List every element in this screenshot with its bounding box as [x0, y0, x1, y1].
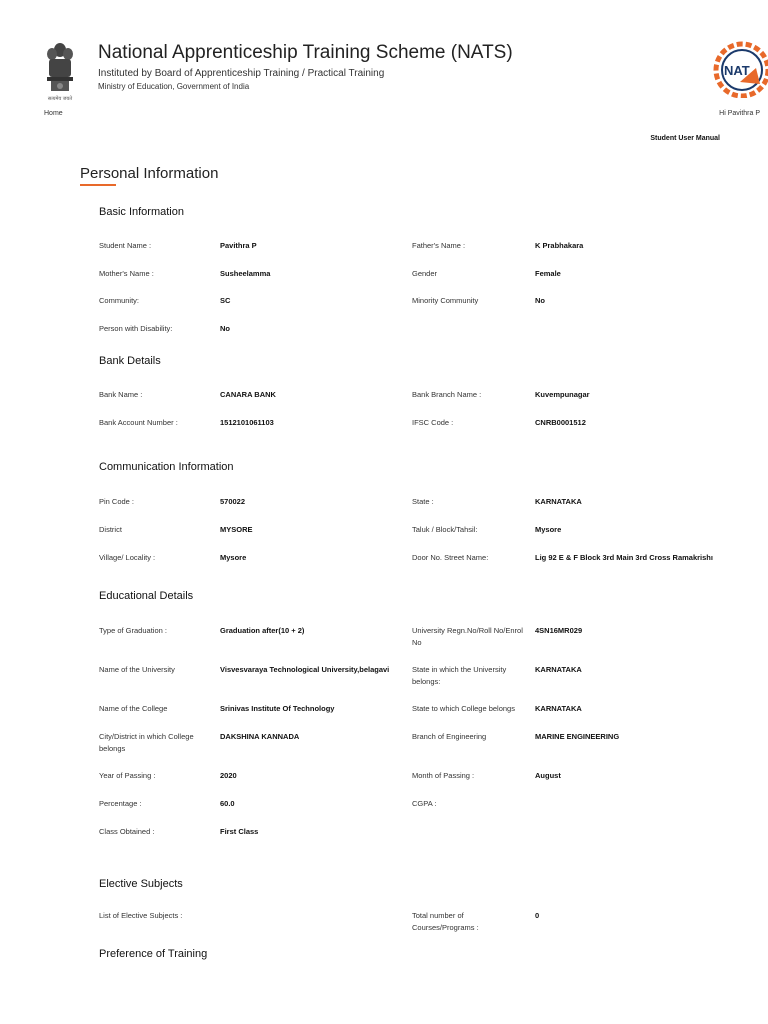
section-basic-information: Basic Information: [99, 206, 184, 218]
percentage-value: 60.0: [220, 799, 235, 808]
door-street-value: Lig 92 E & F Block 3rd Main 3rd Cross Ramakrishı: [535, 553, 713, 562]
pin-code-value: 570022: [220, 497, 246, 506]
community-label: Community:: [99, 296, 140, 305]
national-emblem-icon: [42, 40, 78, 104]
mother-name-value: Susheelamma: [220, 269, 271, 278]
college-name-value: Srinivas Institute Of Technology: [220, 704, 335, 713]
student-name-label: Student Name :: [99, 241, 152, 250]
site-title: National Apprenticeship Training Scheme (NATS): [98, 42, 513, 63]
village-value: Mysore: [220, 553, 247, 562]
bank-branch-label: Bank Branch Name :: [412, 390, 482, 399]
section-bank-details: Bank Details: [99, 355, 161, 367]
year-of-passing-value: 2020: [220, 771, 237, 780]
nats-logo-text: NAT: [724, 63, 750, 78]
title-underline: [80, 184, 116, 186]
elective-list-label: List of Elective Subjects :: [99, 911, 183, 920]
ifsc-label: IFSC Code :: [412, 418, 454, 427]
college-district-value: DAKSHINA KANNADA: [220, 732, 300, 741]
university-name-value: Visvesvaraya Technological University,belagavi: [220, 665, 390, 674]
village-label: Village/ Locality :: [99, 553, 156, 562]
pin-code-label: Pin Code :: [99, 497, 135, 506]
state-value: KARNATAKA: [535, 497, 582, 506]
section-educational-details: Educational Details: [99, 590, 194, 602]
college-state-label: State to which College belongs: [412, 704, 515, 713]
university-regn-label: University Regn.No/Roll No/Enrol No: [412, 626, 523, 647]
disability-value: No: [220, 324, 230, 333]
class-obtained-value: First Class: [220, 827, 259, 836]
district-label: District: [99, 525, 122, 534]
student-user-manual-link[interactable]: Student User Manual: [650, 135, 720, 142]
college-state-value: KARNATAKA: [535, 704, 582, 713]
university-name-label: Name of the University: [99, 665, 175, 674]
month-of-passing-label: Month of Passing :: [412, 771, 475, 780]
total-courses-value: 0: [535, 911, 540, 920]
bank-name-label: Bank Name :: [99, 390, 143, 399]
disability-label: Person with Disability:: [99, 324, 173, 333]
section-communication-information: Communication Information: [99, 461, 234, 473]
branch-label: Branch of Engineering: [412, 732, 487, 741]
year-of-passing-label: Year of Passing :: [99, 771, 156, 780]
father-name-label: Father's Name :: [412, 241, 466, 250]
branch-value: MARINE ENGINEERING: [535, 732, 620, 741]
taluk-value: Mysore: [535, 525, 562, 534]
cgpa-label: CGPA :: [412, 799, 437, 808]
account-number-label: Bank Account Number :: [99, 418, 178, 427]
university-state-value: KARNATAKA: [535, 665, 582, 674]
state-label: State :: [412, 497, 434, 506]
taluk-label: Taluk / Block/Tahsil:: [412, 525, 478, 534]
mother-name-label: Mother's Name :: [99, 269, 154, 278]
minority-community-label: Minority Community: [412, 296, 479, 305]
gender-label: Gender: [412, 269, 438, 278]
bank-name-value: CANARA BANK: [220, 390, 276, 399]
college-name-label: Name of the College: [99, 704, 168, 713]
university-regn-value: 4SN16MR029: [535, 626, 583, 635]
community-value: SC: [220, 296, 231, 305]
bank-branch-value: Kuvempunagar: [535, 390, 590, 399]
university-state-label: State in which the University belongs:: [412, 665, 507, 686]
graduation-type-label: Type of Graduation :: [99, 626, 167, 635]
college-district-label: City/District in which College belongs: [99, 732, 194, 753]
nats-logo-icon: [700, 38, 768, 98]
district-value: MYSORE: [220, 525, 253, 534]
ministry-name: Ministry of Education, Government of India: [98, 82, 250, 91]
student-name-value: Pavithra P: [220, 241, 257, 250]
month-of-passing-value: August: [535, 771, 561, 780]
ifsc-value: CNRB0001512: [535, 418, 586, 427]
home-link[interactable]: Home: [44, 110, 63, 117]
emblem-motto: सत्यमेव जयते: [47, 96, 73, 102]
class-obtained-label: Class Obtained :: [99, 827, 155, 836]
account-number-value: 1512101061103: [220, 418, 274, 427]
user-greeting[interactable]: Hi Pavithra P: [719, 110, 760, 117]
door-street-label: Door No. Street Name:: [412, 553, 489, 562]
minority-community-value: No: [535, 296, 545, 305]
total-courses-label: Total number of Courses/Programs :: [412, 911, 479, 932]
section-preference-of-training: Preference of Training: [99, 948, 208, 960]
father-name-value: K Prabhakara: [535, 241, 584, 250]
percentage-label: Percentage :: [99, 799, 142, 808]
page-title: Personal Information: [80, 165, 219, 182]
gender-value: Female: [535, 269, 561, 278]
graduation-type-value: Graduation after(10 + 2): [220, 626, 305, 635]
site-subtitle: Instituted by Board of Apprenticeship Training / Practical Training: [98, 68, 385, 79]
section-elective-subjects: Elective Subjects: [99, 878, 183, 890]
